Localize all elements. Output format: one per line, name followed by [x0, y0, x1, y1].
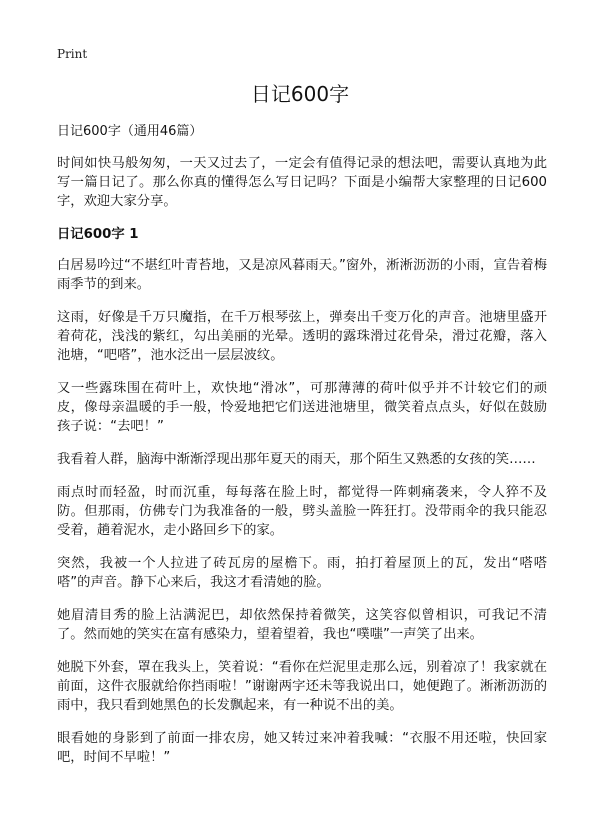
paragraph: 眼看她的身影到了前面一排农房，她又转过来冲着我喊：“衣服不用还啦，快回家吧，时间不早啦！”: [57, 731, 547, 765]
paragraph: 她眉清目秀的脸上沾满泥巴，却依然保持着微笑，这笑容似曾相识，可我记不清了。然而她的笑实在富有感染力，望着望着，我也“噗嗤”一声笑了出来。: [57, 608, 547, 642]
paragraph: 白居易吟过“不堪红叶青苔地，又是凉风暮雨天。”窗外，淅淅沥沥的小雨，宣告着梅雨季节的到来。: [57, 258, 547, 292]
print-link[interactable]: Print: [57, 47, 88, 61]
paragraph: 我看着人群，脑海中渐渐浮现出那年夏天的雨天，那个陌生又熟悉的女孩的笑……: [57, 452, 536, 467]
paragraph: 突然，我被一个人拉进了砖瓦房的屋檐下。雨，拍打着屋顶上的瓦，发出“嗒嗒嗒”的声音。静下心来后，我这才看清她的脸。: [57, 556, 547, 590]
article-subtitle: 日记600字（通用46篇）: [57, 124, 203, 139]
paragraph: 她脱下外套，罩在我头上，笑着说：“看你在烂泥里走那么远，别着凉了！我家就在前面，这件衣服就给你挡雨啦！”谢谢两字还未等我说出口，她便跑了。淅淅沥沥的雨中，我只看到她黑色的长发飘起来，有一种说不出的美。: [57, 660, 547, 713]
page-title: 日记600字: [250, 82, 350, 106]
paragraph: 这雨，好像是千万只魔指，在千万根琴弦上，弹奏出千变万化的声音。池塘里盛开着荷花，浅浅的紫红，勾出美丽的光晕。透明的露珠滑过花骨朵，滑过花瓣，落入池塘，“吧嗒”，池水泛出一层层波纹。: [57, 310, 547, 363]
section-heading: 日记600字 1: [57, 227, 139, 242]
intro-paragraph: 时间如快马般匆匆，一天又过去了，一定会有值得记录的想法吧，需要认真地为此写一篇日记了。那么你真的懂得怎么写日记吗？下面是小编帮大家整理的日记600字，欢迎大家分享。: [57, 156, 547, 209]
article-body: [57, 122, 547, 781]
paragraph: 又一些露珠围在荷叶上，欢快地“滑冰”，可那薄薄的荷叶似乎并不计较它们的顽皮，像母亲温暖的手一般，怜爱地把它们送进池塘里，微笑着点点头，好似在鼓励孩子说：“去吧！”: [57, 381, 547, 434]
paragraph: 雨点时而轻盈，时而沉重，每每落在脸上时，都觉得一阵刺痛袭来，令人猝不及防。但那雨，仿佛专门为我准备的一般，劈头盖脸一阵狂打。没带雨伞的我只能忍受着，趟着泥水，走小路回乡下的家。: [57, 485, 547, 538]
